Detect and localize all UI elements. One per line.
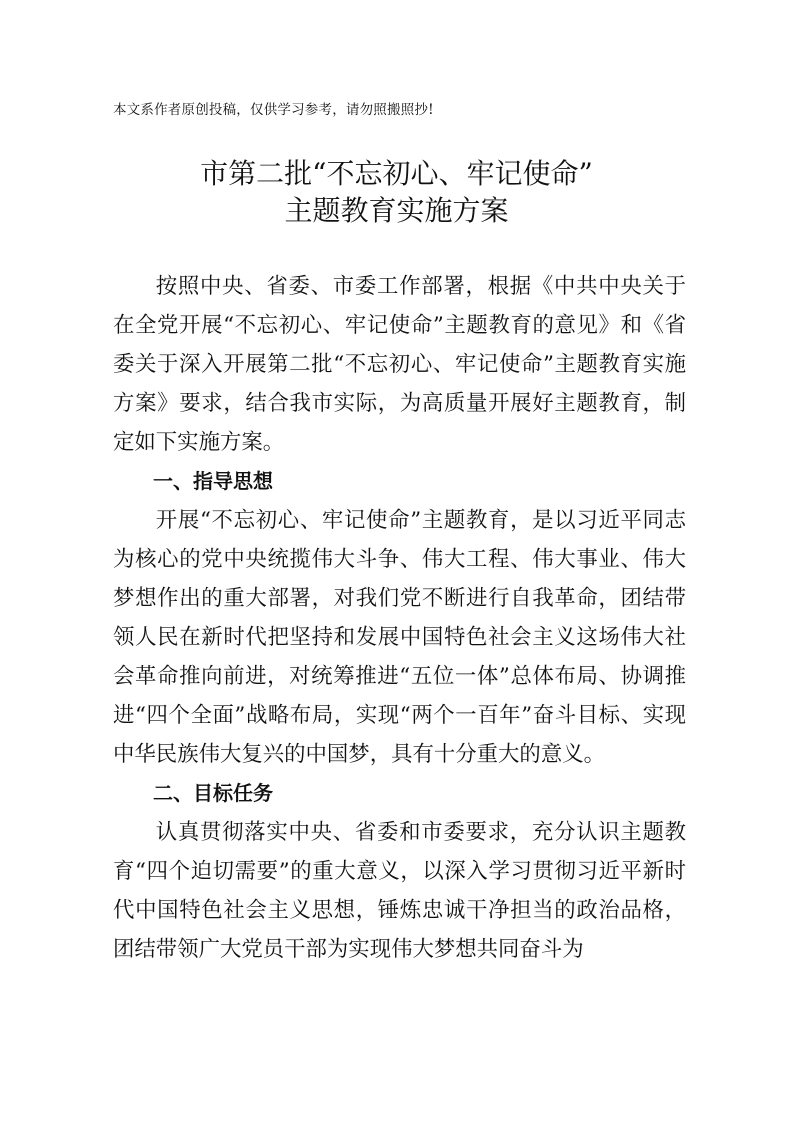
section-heading-goals-tasks: 二、目标任务 bbox=[153, 781, 273, 805]
section-heading-guiding-ideology: 一、指导思想 bbox=[153, 469, 273, 493]
document-title-line-2: 主题教育实施方案 bbox=[284, 194, 509, 227]
document-title-line-1: 市第二批“不忘初心、牢记使命” bbox=[200, 157, 593, 190]
document-body bbox=[113, 267, 686, 969]
section-paragraph-goals-tasks: 认真贯彻落实中央、省委和市委要求，充分认识主题教育“四个迫切需要”的重大意义，以深入学习贯彻习近平新时代中国特色社会主义思想，锤炼忠诚干净担当的政治品格，团结带领广大党员干部为实现伟大梦想共同奋斗为 bbox=[113, 820, 686, 962]
intro-paragraph: 按照中央、省委、市委工作部署，根据《中共中央关于在全党开展“不忘初心、牢记使命”主题教育的意见》和《省委关于深入开展第二批“不忘初心、牢记使命”主题教育实施方案》要求，结合我市实际，为高质量开展好主题教育，制定如下实施方案。 bbox=[113, 274, 686, 455]
copyright-notice: 本文系作者原创投稿，仅供学习参考，请勿照搬照抄! bbox=[113, 102, 434, 118]
section-paragraph-guiding-ideology: 开展“不忘初心、牢记使命”主题教育，是以习近平同志为核心的党中央统揽伟大斗争、伟大工程、伟大事业、伟大梦想作出的重大部署，对我们党不断进行自我革命，团结带领人民在新时代把坚持和发展中国特色社会主义这场伟大社会革命推向前进，对统筹推进“五位一体”总体布局、协调推进“四个全面”战略布局，实现“两个一百年”奋斗目标、实现中华民族伟大复兴的中国梦，具有十分重大的意义。 bbox=[113, 508, 686, 767]
